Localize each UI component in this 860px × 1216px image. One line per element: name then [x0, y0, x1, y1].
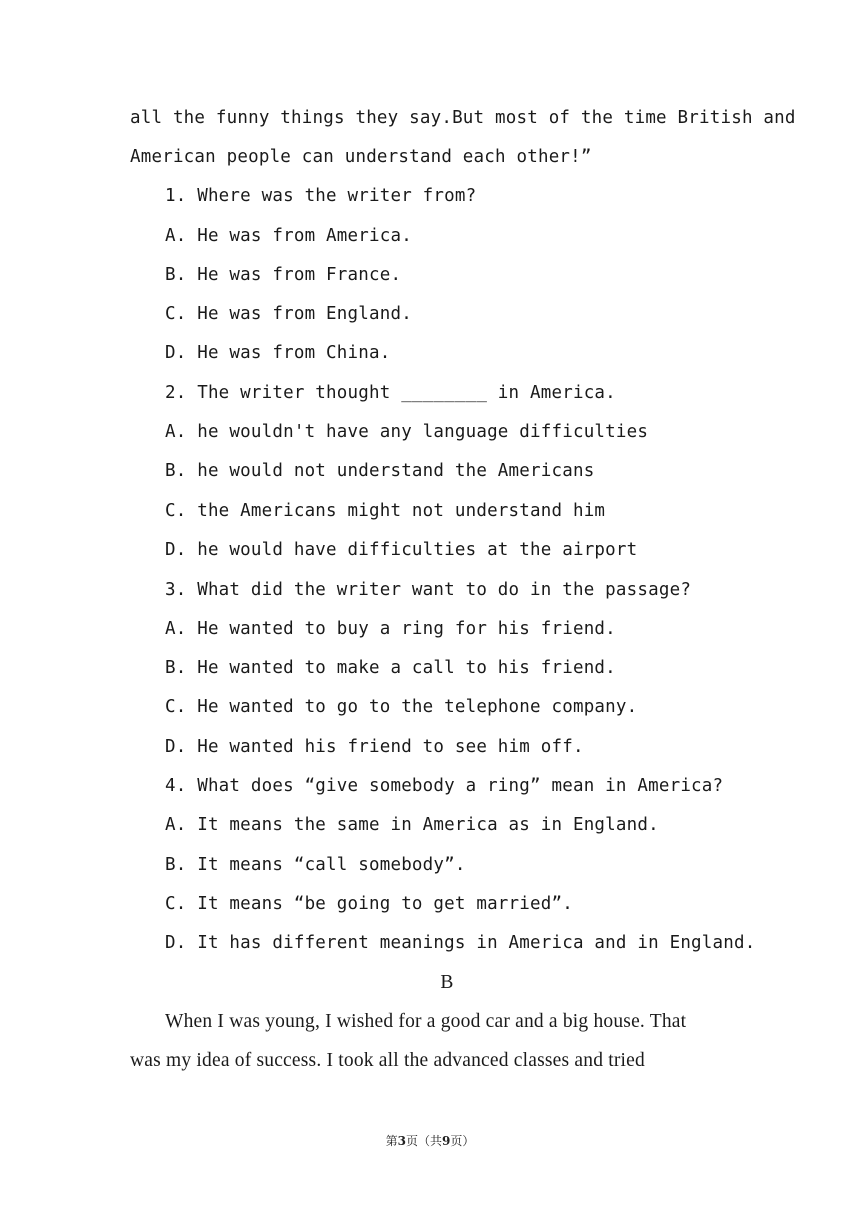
- question-3-option-d: D. He wanted his friend to see him off.: [165, 737, 584, 757]
- question-1-stem: 1. Where was the writer from?: [165, 186, 477, 206]
- passage-a-line-1: all the funny things they say.But most of the time British and: [130, 108, 796, 128]
- passage-b-line-2: was my idea of success. I took all the advanced classes and tried: [130, 1050, 645, 1071]
- question-1-option-d: D. He was from China.: [165, 343, 391, 363]
- passage-a-line-2: American people can understand each other!”: [130, 147, 592, 167]
- footer-suffix: 页）: [450, 1134, 475, 1148]
- question-2-stem: 2. The writer thought ________ in America.: [165, 383, 616, 403]
- question-4-option-d: D. It has different meanings in America and in England.: [165, 933, 756, 953]
- footer-prefix: 第: [385, 1134, 398, 1148]
- question-4-stem: 4. What does “give somebody a ring” mean in America?: [165, 776, 724, 796]
- question-3-stem: 3. What did the writer want to do in the passage?: [165, 580, 692, 600]
- question-4-option-b: B. It means “call somebody”.: [165, 855, 466, 875]
- question-4-option-c: C. It means “be going to get married”.: [165, 894, 573, 914]
- question-2-option-c: C. the Americans might not understand him: [165, 501, 606, 521]
- footer-page-number: 3: [397, 1134, 406, 1148]
- page-footer: [0, 1132, 860, 1149]
- question-3-option-a: A. He wanted to buy a ring for his friend.: [165, 619, 616, 639]
- question-2-option-a: A. he wouldn't have any language difficulties: [165, 422, 649, 442]
- question-3-option-b: B. He wanted to make a call to his friend.: [165, 658, 616, 678]
- question-1-option-c: C. He was from England.: [165, 304, 412, 324]
- section-b-heading: B: [440, 972, 454, 993]
- question-3-option-c: C. He wanted to go to the telephone company.: [165, 697, 638, 717]
- footer-middle: 页（共: [405, 1134, 442, 1148]
- passage-b-line-1: When I was young, I wished for a good car and a big house. That: [165, 1011, 687, 1032]
- footer-total-pages: 9: [442, 1134, 451, 1148]
- question-4-option-a: A. It means the same in America as in England.: [165, 815, 659, 835]
- question-1-option-a: A. He was from America.: [165, 226, 412, 246]
- question-2-option-d: D. he would have difficulties at the airport: [165, 540, 638, 560]
- question-2-option-b: B. he would not understand the Americans: [165, 461, 595, 481]
- question-1-option-b: B. He was from France.: [165, 265, 402, 285]
